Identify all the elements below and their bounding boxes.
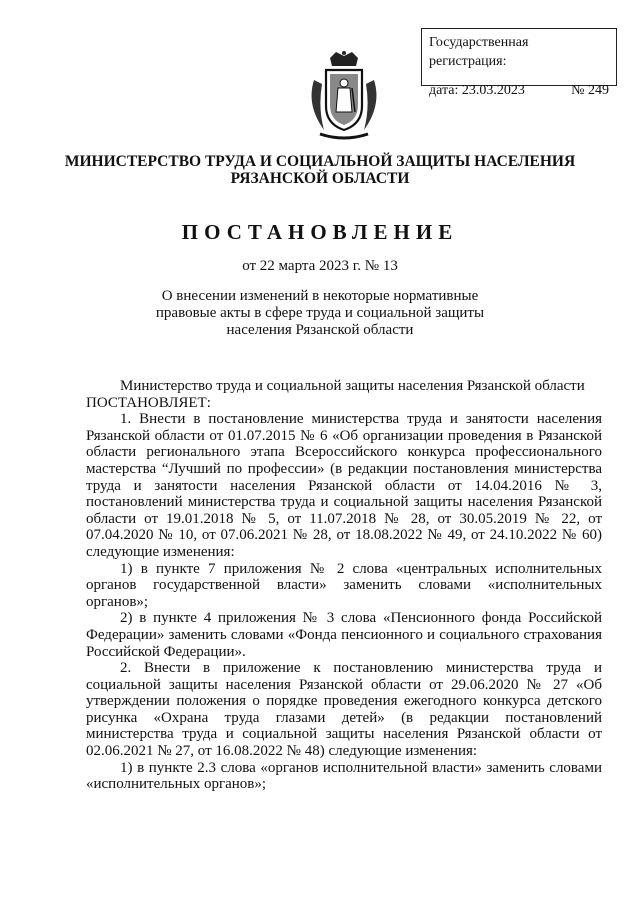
paragraph-1: 1. Внести в постановление министерства труда и занятости населения Рязанской области от 01.07.2015 № 6 «Об организации проведения в Рязанской области регионального этапа Всероссийского конкурса профессионального мастерства “Лучший по профессии» (в редакции постановления министерства труда и занятости населения Рязанской области от 14.04.2016 № 3, постановлений министерства труда и социальной защиты населения Рязанской области от 19.01.2018 № 5, от 11.07.2018 № 28, от 30.05.2019 № 22, от 07.04.2020 № 10, от 07.06.2021 № 28, от 18.08.2022 № 49, от 24.10.2022 № 60) следующие изменения: — [86, 411, 602, 560]
registration-heading: Государственная регистрация: — [429, 35, 529, 69]
document-subject: О внесении изменений в некоторые нормативные правовые акты в сфере труда и социальной защиты населения Рязанской области — [155, 288, 485, 338]
ministry-line-2: РЯЗАНСКОЙ ОБЛАСТИ — [230, 170, 410, 187]
registration-row — [429, 81, 609, 100]
registration-box — [421, 28, 617, 98]
registration-number: № 249 — [571, 83, 609, 98]
paragraph-1-item-2: 2) в пункте 4 приложения № 3 слова «Пенсионного фонда Российской Федерации» заменить словами «Фонда пенсионного и социального страхования Российской Федерации». — [86, 610, 602, 660]
ryazan-coat-of-arms-icon — [300, 50, 388, 142]
paragraph-2-item-1: 1) в пункте 2.3 слова «органов исполнительной власти» заменить словами «исполнительных органов»; — [86, 759, 602, 793]
document-date: от 22 марта 2023 г. № 13 — [242, 258, 398, 274]
document-type-title: ПОСТАНОВЛЕНИЕ — [181, 220, 459, 244]
paragraph-2: 2. Внести в приложение к постановлению министерства труда и социальной защиты населения Рязанской области от 29.06.2020 № 27 «Об утверждении положения о порядке проведения ежегодного конкурса детского рисунка «Охрана труда глазами детей» (в редакции постановлений министерства труда и социальной защиты населения Рязанской области от 02.06.2021 № 27, от 16.08.2022 № 48) следующие изменения: — [86, 660, 602, 760]
ministry-name — [60, 153, 580, 187]
document-body — [86, 378, 602, 793]
intro-text: Министерство труда и социальной защиты населения Рязанской области — [120, 378, 585, 394]
registration-date: дата: 23.03.2023 — [429, 83, 525, 98]
ministry-line-1: МИНИСТЕРСТВО ТРУДА И СОЦИАЛЬНОЙ ЗАЩИТЫ НАСЕЛЕНИЯ — [64, 153, 576, 170]
paragraph-1-item-1: 1) в пункте 7 приложения № 2 слова «центральных исполнительных органов государственной власти» заменить словами «исполнительных органов»; — [86, 560, 602, 610]
intro-resolve: ПОСТАНОВЛЯЕТ: — [86, 394, 211, 411]
